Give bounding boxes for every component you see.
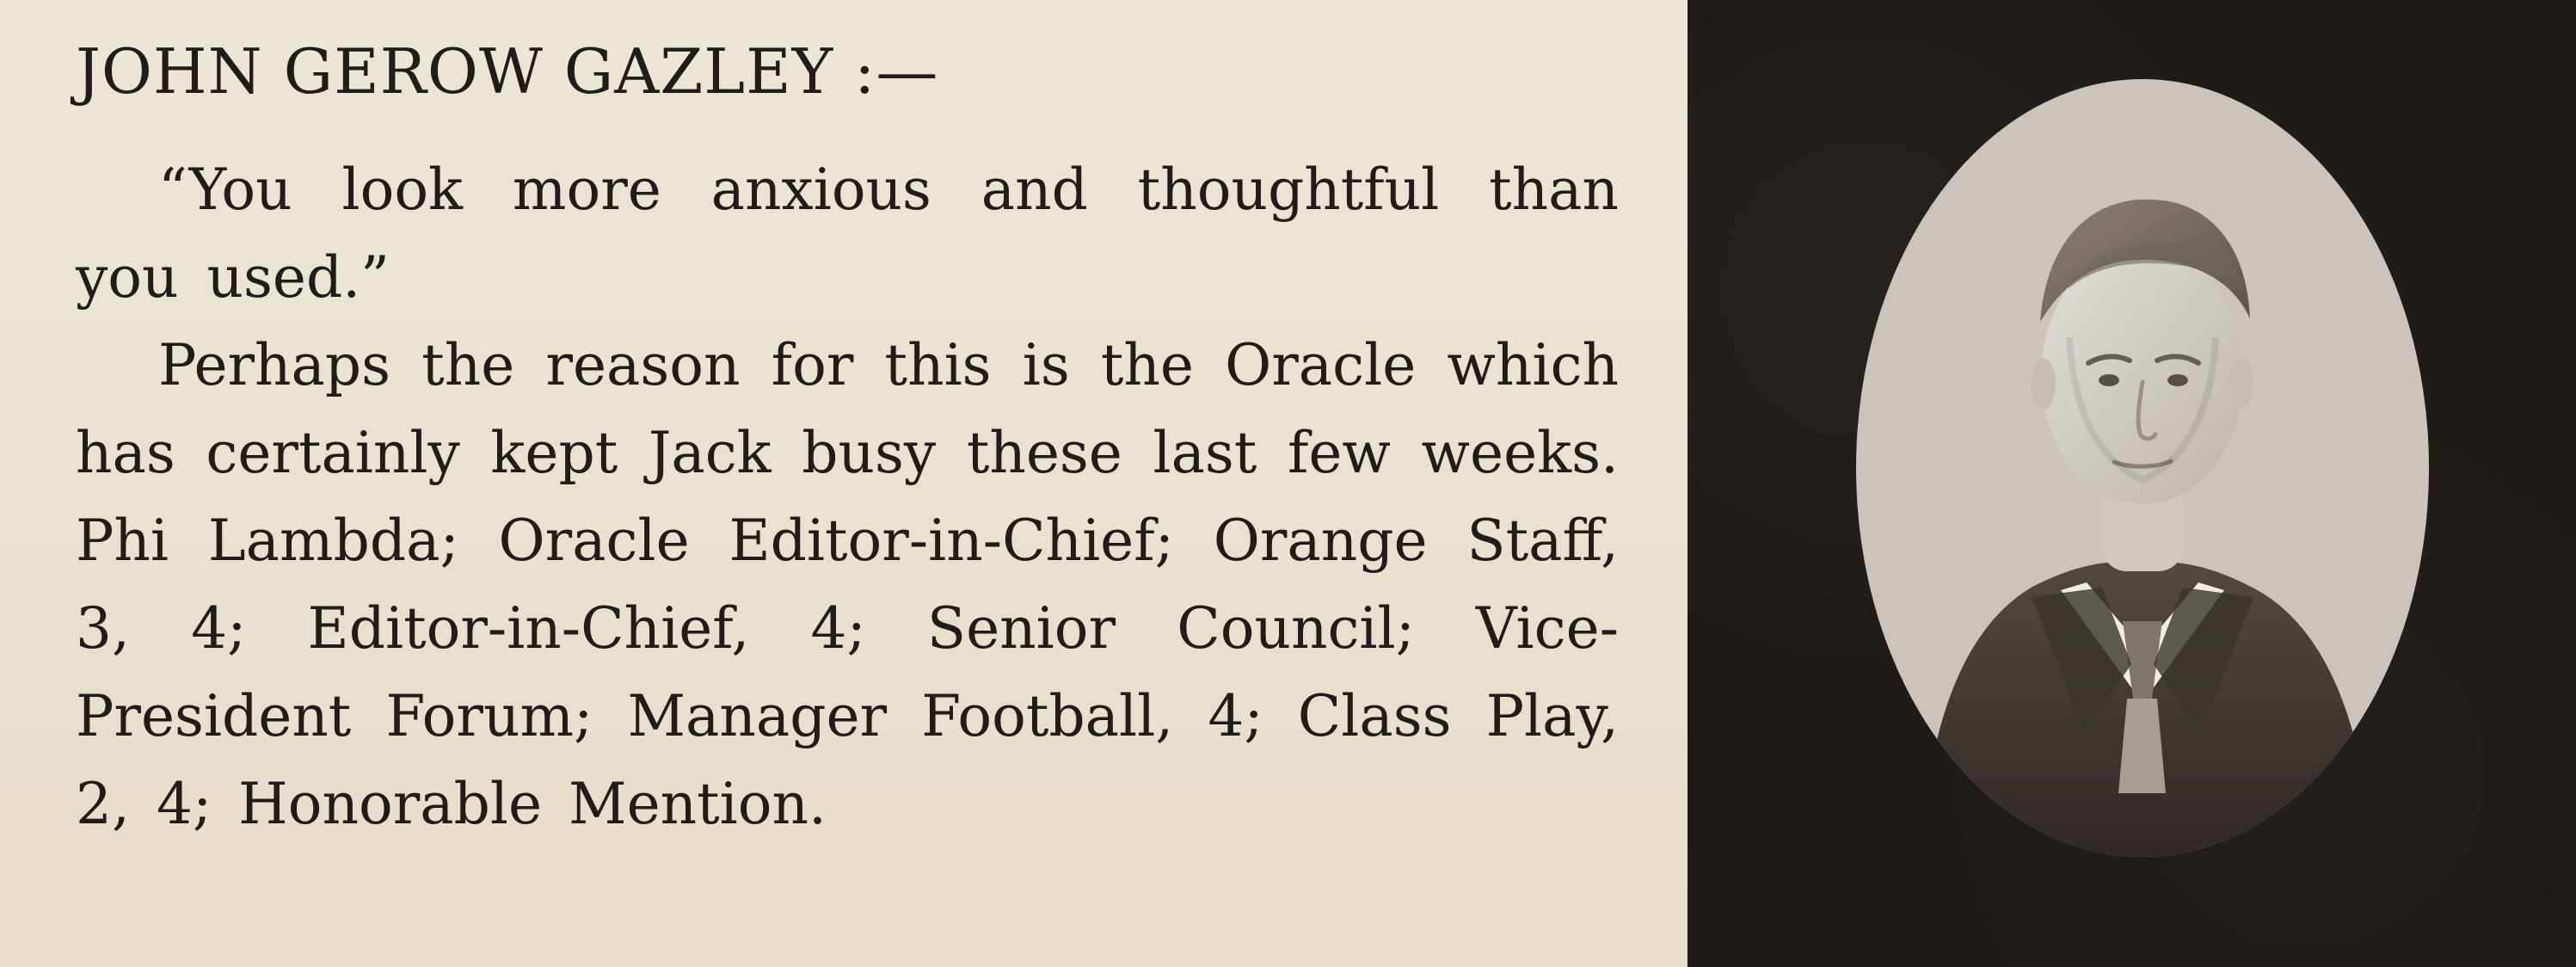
photo-panel [1688, 0, 2576, 967]
entry-heading: JOHN GEROW GAZLEY :— [76, 35, 939, 108]
bio-text: Perhaps the reason for this is the Oracle which has certainly kept Jack busy these last few weeks. Phi Lambda; Oracle Editor-in-Chief; Orange Staff, 3, 4; Editor-in-Chief, 4; Senior Council; Vice-President Forum; Manager Football, 4; Class Play, 2, 4; Honorable Mention. [76, 332, 1619, 838]
portrait-photo-icon [1856, 79, 2429, 857]
quote-text: “You look more anxious and thoughtful than you used.” [76, 157, 1619, 311]
